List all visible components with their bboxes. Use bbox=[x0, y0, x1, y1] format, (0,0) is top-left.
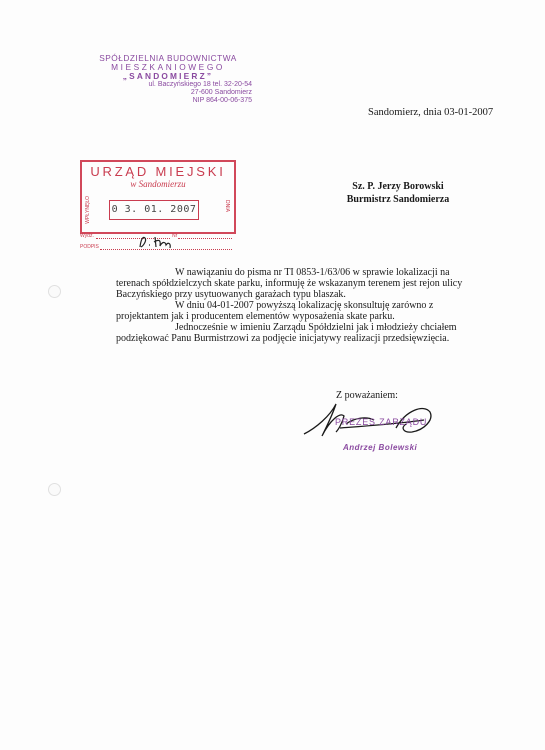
letter-body bbox=[116, 267, 496, 344]
stamp-subtitle: w Sandomierzu bbox=[130, 179, 186, 189]
letterhead-line1: SPÓŁDZIELNIA BUDOWNICTWA bbox=[99, 53, 237, 63]
letterhead-city: 27-600 Sandomierz bbox=[190, 89, 252, 96]
body-p1-line3: Baczyńskiego przy usytuowanych garażach typu blaszak. bbox=[116, 289, 346, 300]
body-p1-line2: terenach spółdzielczych skate parku, informuję że wskazanym terenem jest rejon ulicy bbox=[116, 278, 463, 289]
recipient-name: Sz. P. Jerzy Borowski bbox=[352, 181, 444, 192]
letterhead-line2: MIESZKANIOWEGO bbox=[111, 62, 225, 72]
stamp-received-label: WPŁYNĘŁO bbox=[85, 196, 91, 224]
punch-hole bbox=[48, 285, 61, 298]
stamp-nr-label: Nr bbox=[172, 233, 178, 239]
body-p1-line1: W nawiązaniu do pisma nr TI 0853-1/63/06 w sprawie lokalizacji na bbox=[175, 267, 450, 278]
closing: Z poważaniem: bbox=[336, 390, 398, 401]
body-p3-line1: Jednocześnie w imieniu Zarządu Spółdzielni jak i młodzieży chciałem bbox=[175, 322, 457, 333]
letterhead-line3: „SANDOMIERZ” bbox=[122, 71, 214, 81]
signature-stamp-role: PREZES ZARZĄDU bbox=[335, 417, 428, 427]
stamp-initials-scribble bbox=[137, 233, 189, 251]
date-line: Sandomierz, dnia 03-01-2007 bbox=[368, 107, 494, 118]
recipient-title: Burmistrz Sandomierza bbox=[346, 194, 450, 205]
body-p2-line1: W dniu 04-01-2007 powyższą lokalizację skonsultuję zarówno z bbox=[175, 300, 434, 311]
letterhead bbox=[78, 54, 258, 105]
punch-hole bbox=[48, 483, 61, 496]
body-p3-line2: podziękować Panu Burmistrzowi za podjęcie inicjatywy realizacji przedsięwzięcia. bbox=[116, 333, 450, 344]
stamp-title: URZĄD MIEJSKI bbox=[90, 164, 226, 179]
stamp-podpis-label: PODPIS bbox=[80, 244, 99, 250]
recipient-block bbox=[313, 180, 483, 206]
stamp-wydz-label: Wydz. bbox=[80, 233, 94, 239]
body-p2-line2: projektantem jak i producentem elementów wyposażenia skate parku. bbox=[116, 311, 395, 322]
signature-stamp-name: Andrzej Bolewski bbox=[343, 443, 418, 452]
letterhead-nip: NIP 864-00-06-375 bbox=[192, 97, 252, 104]
letterhead-address: ul. Baczyńskiego 18 tel. 32-20-54 bbox=[148, 81, 252, 88]
received-stamp bbox=[80, 160, 236, 234]
stamp-day-label: DNIA bbox=[224, 200, 230, 212]
stamp-date: 0 3. 01. 2007 bbox=[109, 200, 199, 220]
